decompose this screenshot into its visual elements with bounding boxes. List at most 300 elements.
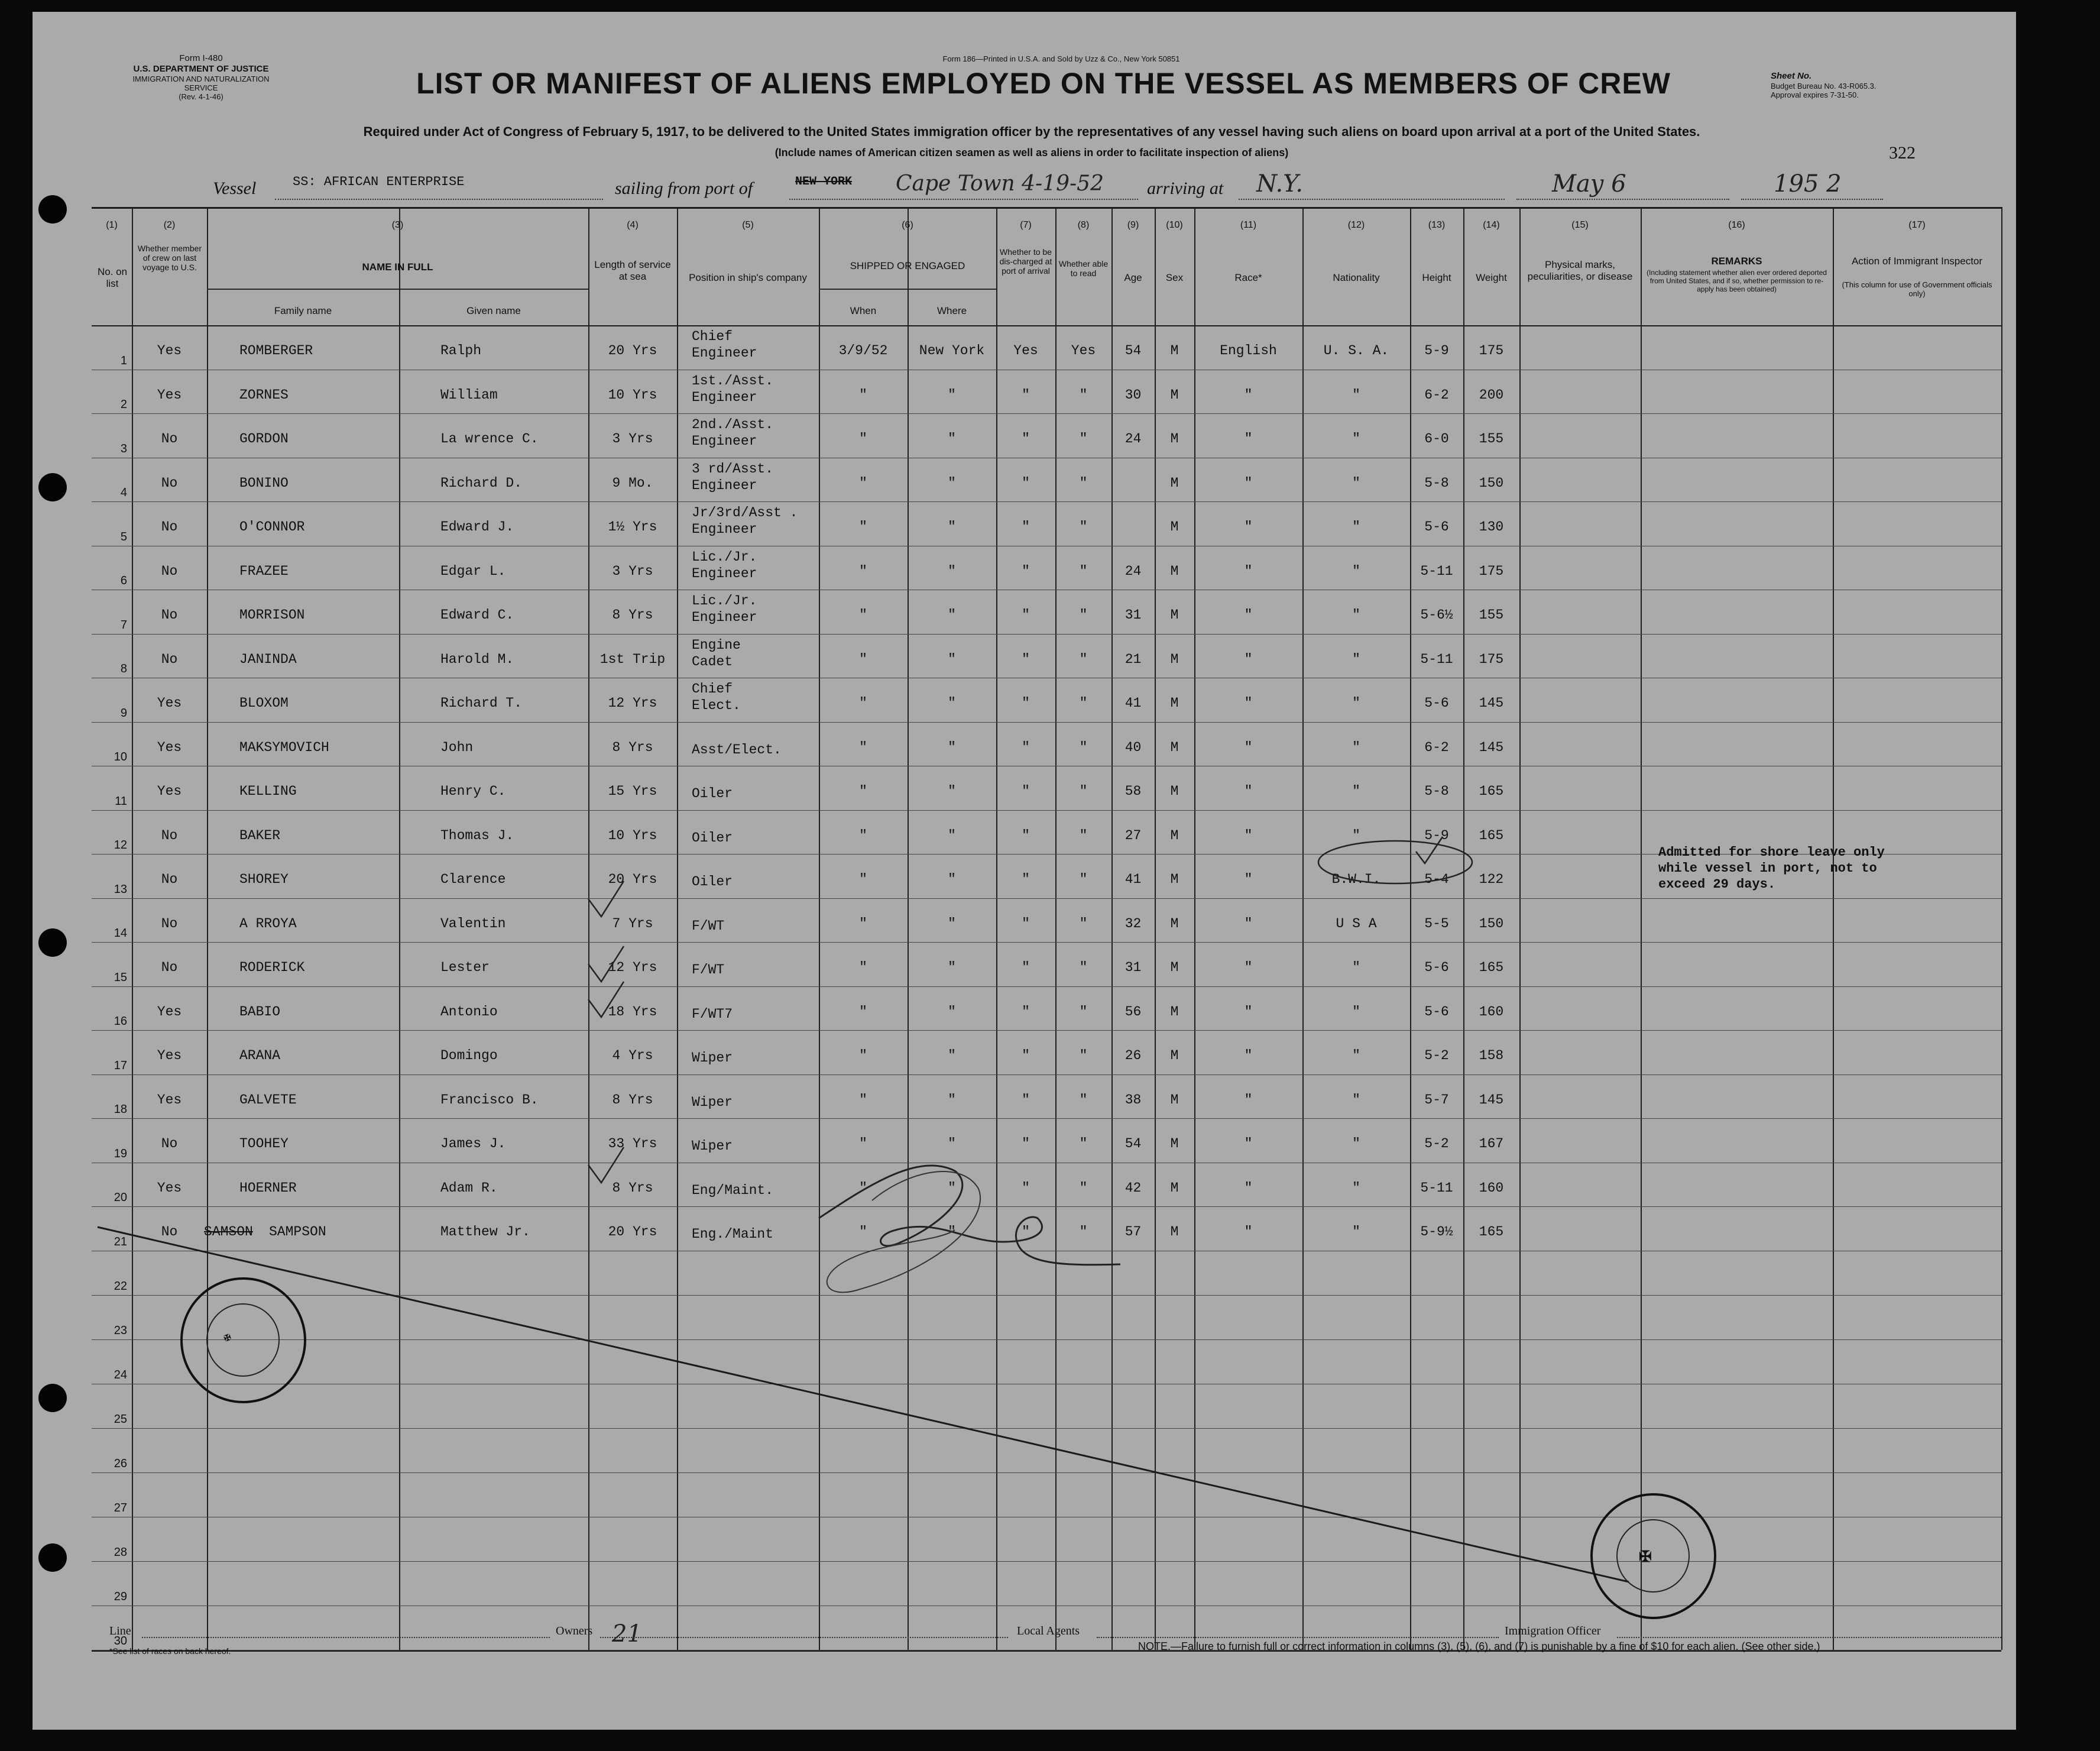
row-number: 28: [114, 1545, 127, 1559]
cell-given: Edward C.: [440, 607, 514, 623]
cell-weight: 167: [1479, 1136, 1504, 1151]
cell-family: GALVETE: [239, 1092, 297, 1108]
cell-last: No: [161, 519, 178, 535]
cell-where: ": [948, 872, 956, 887]
cell-age: 56: [1124, 1004, 1142, 1019]
cell-age: 57: [1124, 1224, 1142, 1239]
cell-when: ": [859, 1048, 867, 1063]
header-remarks: REMARKS: [1711, 255, 1762, 267]
header-nationality: Nationality: [1333, 272, 1380, 283]
cell-age: 26: [1124, 1048, 1142, 1063]
cell-where: ": [948, 1004, 956, 1019]
cell-disch: ": [1022, 827, 1030, 843]
cell-nat: ": [1352, 1224, 1360, 1239]
cell-where: ": [948, 651, 956, 667]
cell-nat: ": [1352, 960, 1360, 975]
cell-family: BAKER: [239, 827, 281, 843]
cell-age: 41: [1124, 695, 1142, 711]
cell-when: ": [859, 519, 867, 535]
row-number: 26: [114, 1457, 127, 1470]
cell-disch: ": [1022, 739, 1030, 755]
row-number: 13: [114, 882, 127, 896]
cell-position-line2: Eng./Maint: [692, 1226, 774, 1242]
cell-family: FRAZEE: [239, 563, 289, 579]
cell-position-line2: Oiler: [692, 874, 733, 889]
col-num-3: (3): [391, 220, 404, 230]
cell-height: 5-6: [1424, 1004, 1449, 1019]
cell-family: KELLING: [239, 784, 297, 799]
cell-when: ": [859, 739, 867, 755]
cell-nat: ": [1352, 475, 1360, 491]
header-age: Age: [1124, 272, 1142, 283]
cell-nat: ": [1352, 695, 1360, 711]
cell-height: 5-6: [1424, 519, 1449, 535]
cell-disch: ": [1022, 431, 1030, 446]
cell-service: 1st Trip: [599, 651, 666, 667]
cell-service: 10 Yrs: [608, 387, 657, 403]
row-number: 2: [120, 398, 127, 411]
cell-disch: ": [1022, 519, 1030, 535]
subtitle: Required under Act of Congress of February 5, 1917, to be delivered to the United States immigration officer by the representatives of any vessel having such aliens on board upon arrival at a port of the United States.: [363, 124, 1700, 139]
cell-where: ": [948, 563, 956, 579]
cell-disch: ": [1022, 872, 1030, 887]
cell-age: 40: [1124, 739, 1142, 755]
cell-disch: ": [1022, 1004, 1030, 1019]
cell-last: Yes: [157, 739, 182, 755]
cell-service: 8 Yrs: [612, 1180, 653, 1196]
cell-position-line2: Engineer: [692, 477, 757, 493]
row-number: 5: [120, 530, 127, 543]
budget-no: Budget Bureau No. 43-R065.3.: [1771, 82, 1877, 90]
cell-nat: ": [1352, 827, 1360, 843]
cell-position-line2: Engineer: [692, 345, 757, 361]
cell-race: ": [1244, 387, 1253, 403]
cell-age: 38: [1124, 1092, 1142, 1108]
cell-service: 10 Yrs: [608, 827, 657, 843]
cell-weight: 122: [1479, 872, 1504, 887]
row-number: 9: [120, 706, 127, 720]
cell-height: 5-9: [1424, 827, 1449, 843]
row-number: 14: [114, 927, 127, 940]
cell-given: Thomas J.: [440, 827, 514, 843]
cell-family: BLOXOM: [239, 695, 289, 711]
row-number: 18: [114, 1103, 127, 1116]
row-number: 16: [114, 1015, 127, 1028]
cell-last: No: [161, 651, 178, 667]
cell-disch: ": [1022, 960, 1030, 975]
signature: [819, 1166, 1120, 1265]
cell-given: Matthew Jr.: [440, 1224, 530, 1239]
cell-family: MORRISON: [239, 607, 305, 623]
cell-sex: M: [1170, 387, 1179, 403]
cell-weight: 165: [1479, 827, 1504, 843]
cell-race: ": [1244, 827, 1253, 843]
cell-family: GORDON: [239, 431, 289, 446]
cell-given: John: [440, 739, 474, 755]
cell-sex: M: [1170, 563, 1179, 579]
cell-race: ": [1244, 1048, 1253, 1063]
cell-weight: 145: [1479, 739, 1504, 755]
cell-nat: ": [1352, 563, 1360, 579]
cell-sex: M: [1170, 475, 1179, 491]
cell-race: ": [1244, 563, 1253, 579]
cell-read: ": [1079, 1092, 1088, 1108]
arriving-label: arriving at: [1147, 179, 1224, 198]
cell-given: Ralph: [440, 343, 482, 358]
cell-sex: M: [1170, 343, 1179, 358]
cell-race: ": [1244, 475, 1253, 491]
cell-height: 5-6: [1424, 960, 1449, 975]
arriving-port: N.Y.: [1256, 170, 1304, 198]
cell-nat: U. S. A.: [1323, 343, 1389, 358]
header-no-on-list: No. on list: [97, 266, 128, 289]
cell-height: 5-2: [1424, 1048, 1449, 1063]
cell-sex: M: [1170, 695, 1179, 711]
cell-nat: ": [1352, 1136, 1360, 1151]
cell-read: ": [1079, 563, 1088, 579]
cell-height: 5-6½: [1420, 607, 1453, 623]
cell-disch: ": [1022, 1224, 1030, 1239]
cell-last: No: [161, 1136, 178, 1151]
col-num-13: (13): [1428, 220, 1446, 230]
header-race: Race*: [1234, 272, 1262, 283]
cell-sex: M: [1170, 915, 1179, 931]
cell-age: 42: [1124, 1180, 1142, 1196]
signature-flourish: [827, 1171, 980, 1292]
cell-weight: 150: [1479, 915, 1504, 931]
cell-when: ": [859, 960, 867, 975]
cell-disch: ": [1022, 1180, 1030, 1196]
cell-read: ": [1079, 784, 1088, 799]
cell-age: 31: [1124, 607, 1142, 623]
race-note: *See list of races on back hereof.: [109, 1646, 231, 1656]
header-inspector-action: Action of Immigrant Inspector: [1851, 255, 1983, 267]
cell-given: Richard D.: [440, 475, 523, 491]
cell-race: ": [1244, 960, 1253, 975]
cell-race: ": [1244, 1224, 1253, 1239]
cell-disch: ": [1022, 475, 1030, 491]
cell-height: 6-2: [1424, 387, 1449, 403]
cell-disch: Yes: [1013, 343, 1038, 358]
cell-read: ": [1079, 651, 1088, 667]
cell-where: ": [948, 1136, 956, 1151]
cell-height: 5-9: [1424, 343, 1449, 358]
cell-height: 5-8: [1424, 475, 1449, 491]
cell-where: ": [948, 607, 956, 623]
row-number: 8: [120, 662, 127, 675]
cell-last: No: [161, 1224, 178, 1239]
struck-family-name: SAMSON: [204, 1224, 253, 1239]
owners-handwritten: 21: [612, 1620, 642, 1648]
cancel-diagonal-line: [98, 1227, 1629, 1582]
cell-position-line2: Cadet: [692, 653, 733, 669]
handwritten-marks: [33, 12, 2016, 1730]
cell-position-line2: Eng/Maint.: [692, 1182, 774, 1198]
header-position: Position in ship's company: [689, 272, 807, 283]
cell-last: Yes: [157, 343, 182, 358]
cell-service: 4 Yrs: [612, 1048, 653, 1063]
manifest-sheet: [33, 12, 2016, 1730]
row-number: 6: [120, 574, 127, 587]
cell-last: No: [161, 915, 178, 931]
cell-race: ": [1244, 1092, 1253, 1108]
cell-where: ": [948, 784, 956, 799]
cell-sex: M: [1170, 739, 1179, 755]
cell-when: ": [859, 1136, 867, 1151]
cell-age: 54: [1124, 343, 1142, 358]
cell-last: Yes: [157, 1180, 182, 1196]
cell-disch: ": [1022, 1092, 1030, 1108]
cell-service: 7 Yrs: [612, 915, 653, 931]
department: U.S. DEPARTMENT OF JUSTICE: [133, 64, 269, 74]
cell-where: ": [948, 827, 956, 843]
stamp-emblem-icon: ✠: [1639, 1548, 1652, 1565]
cell-nat: ": [1352, 387, 1360, 403]
sailing-label: sailing from port of: [615, 179, 753, 198]
row-number: 30: [114, 1635, 127, 1648]
cell-given: Valentin: [440, 915, 506, 931]
cell-given: Edgar L.: [440, 563, 506, 579]
cell-service: 33 Yrs: [608, 1136, 657, 1151]
cell-family: HOERNER: [239, 1180, 297, 1196]
cell-read: ": [1079, 915, 1088, 931]
cell-weight: 155: [1479, 607, 1504, 623]
cell-when: ": [859, 1180, 867, 1196]
consulate-stamp-right: [1590, 1493, 1716, 1619]
service: IMMIGRATION AND NATURALIZATION SERVICE: [132, 75, 270, 92]
row-number: 4: [120, 486, 127, 499]
cell-read: ": [1079, 695, 1088, 711]
cell-weight: 158: [1479, 1048, 1504, 1063]
cell-sex: M: [1170, 1224, 1179, 1239]
col-num-9: (9): [1127, 220, 1139, 230]
cell-given: La wrence C.: [440, 431, 539, 446]
row-number: 17: [114, 1059, 127, 1072]
vessel-label: Vessel: [213, 179, 257, 198]
row-number: 29: [114, 1590, 127, 1603]
row-number: 20: [114, 1191, 127, 1204]
cell-weight: 165: [1479, 1224, 1504, 1239]
cell-service: 12 Yrs: [608, 695, 657, 711]
cell-position-line2: Engineer: [692, 433, 757, 449]
cell-when: ": [859, 1092, 867, 1108]
cell-when: ": [859, 607, 867, 623]
cell-where: ": [948, 1224, 956, 1239]
cell-when: ": [859, 431, 867, 446]
cell-age: 31: [1124, 960, 1142, 975]
row-number: 27: [114, 1501, 127, 1514]
header-remarks-note: (Including statement whether alien ever ordered deported from United States, and if so, whether permission to re-apply has been obtained): [1647, 268, 1827, 293]
cell-age: 24: [1124, 563, 1142, 579]
header-name: NAME IN FULL: [362, 261, 433, 273]
cell-race: ": [1244, 1136, 1253, 1151]
cell-disch: ": [1022, 1048, 1030, 1063]
cell-service: 3 Yrs: [612, 431, 653, 446]
row-number: 24: [114, 1368, 127, 1381]
cell-service: 20 Yrs: [608, 343, 657, 358]
cell-service: 1½ Yrs: [608, 519, 657, 535]
cell-position-line1: 1st./Asst.: [692, 373, 774, 389]
cell-service: 3 Yrs: [612, 563, 653, 579]
cell-height: 5-11: [1420, 563, 1453, 579]
cell-weight: 165: [1479, 784, 1504, 799]
cell-last: Yes: [157, 1048, 182, 1063]
remark-line: exceed 29 days.: [1658, 877, 1776, 892]
cell-disch: ": [1022, 607, 1030, 623]
header-last-voyage: Whether member of crew on last voyage to U.S.: [137, 244, 202, 272]
cell-last: No: [161, 607, 178, 623]
cell-position-line2: F/WT7: [692, 1006, 733, 1022]
cell-service: 20 Yrs: [608, 1224, 657, 1239]
cell-disch: ": [1022, 563, 1030, 579]
cell-family: JANINDA: [239, 651, 297, 667]
header-service: Length of service at sea: [594, 259, 671, 282]
cell-age: 30: [1124, 387, 1142, 403]
cell-nat: ": [1352, 784, 1360, 799]
cell-where: ": [948, 475, 956, 491]
fine-note: NOTE.—Failure to furnish full or correct information in columns (3), (5), (6), and (7) is punishable by a fine of $10 for each alien. (See other side.): [1138, 1640, 1820, 1652]
header-inspector-note: (This column for use of Government officials only): [1842, 280, 1992, 298]
cell-race: English: [1220, 343, 1277, 358]
cell-nat: ": [1352, 651, 1360, 667]
header-weight: Weight: [1476, 272, 1507, 283]
cell-where: New York: [919, 343, 985, 358]
cell-nat: ": [1352, 739, 1360, 755]
cell-family: ARANA: [239, 1048, 281, 1063]
cell-age: 32: [1124, 915, 1142, 931]
cell-service: 18 Yrs: [608, 1004, 657, 1019]
cell-race: ": [1244, 431, 1253, 446]
cell-given: Richard T.: [440, 695, 523, 711]
cell-read: Yes: [1071, 343, 1096, 358]
header-sex: Sex: [1165, 272, 1184, 283]
cell-read: ": [1079, 431, 1088, 446]
cell-family: RODERICK: [239, 960, 305, 975]
check-marks: [588, 837, 1443, 1183]
cell-position-line2: Engineer: [692, 389, 757, 405]
cell-position-line2: Oiler: [692, 786, 733, 801]
cell-last: Yes: [157, 784, 182, 799]
cell-service: 9 Mo.: [612, 475, 653, 491]
header-where: Where: [936, 305, 967, 316]
cell-age: 58: [1124, 784, 1142, 799]
col-num-12: (12): [1347, 220, 1365, 230]
cell-family: SAMPSON: [269, 1224, 326, 1239]
cell-where: ": [948, 431, 956, 446]
cell-sex: M: [1170, 1004, 1179, 1019]
cell-weight: 175: [1479, 563, 1504, 579]
cell-given: Francisco B.: [440, 1092, 539, 1108]
cell-read: ": [1079, 387, 1088, 403]
cell-weight: 160: [1479, 1180, 1504, 1196]
cell-age: 27: [1124, 827, 1142, 843]
cell-last: Yes: [157, 1092, 182, 1108]
revision: (Rev. 4-1-46): [179, 92, 223, 101]
cell-position-line2: Oiler: [692, 830, 733, 846]
row-number: 15: [114, 970, 127, 984]
cell-last: No: [161, 475, 178, 491]
cell-height: 5-11: [1420, 651, 1453, 667]
arrival-year: 195 2: [1774, 170, 1842, 198]
printer-line: Form 186—Printed in U.S.A. and Sold by Uzz & Co., New York 50851: [942, 54, 1180, 63]
cell-last: No: [161, 827, 178, 843]
consulate-stamp-left: [180, 1277, 306, 1403]
cell-position-line1: Lic./Jr.: [692, 549, 757, 565]
cell-last: No: [161, 563, 178, 579]
cell-race: ": [1244, 915, 1253, 931]
row-number: 12: [114, 839, 127, 852]
cell-given: James J.: [440, 1136, 506, 1151]
cell-sex: M: [1170, 784, 1179, 799]
cell-weight: 145: [1479, 695, 1504, 711]
cell-age: 54: [1124, 1136, 1142, 1151]
cell-age: 24: [1124, 431, 1142, 446]
cell-read: ": [1079, 519, 1088, 535]
cell-disch: ": [1022, 915, 1030, 931]
header-shipped: SHIPPED OR ENGAGED: [850, 260, 965, 271]
cell-family: A RROYA: [239, 915, 297, 931]
col-num-6: (6): [902, 220, 913, 230]
cell-where: ": [948, 387, 956, 403]
cell-family: BABIO: [239, 1004, 281, 1019]
cell-race: ": [1244, 651, 1253, 667]
cell-family: BONINO: [239, 475, 289, 491]
stamp-emblem-icon: ✠: [222, 1332, 232, 1344]
page-number: 322: [1889, 143, 1916, 163]
cell-when: ": [859, 872, 867, 887]
cell-last: Yes: [157, 695, 182, 711]
col-num-2: (2): [163, 220, 176, 230]
cell-family: ROMBERGER: [239, 343, 313, 358]
row-number: 7: [120, 618, 127, 632]
cell-read: ": [1079, 872, 1088, 887]
cell-when: ": [859, 827, 867, 843]
vessel-name: SS: AFRICAN ENTERPRISE: [293, 174, 465, 189]
cell-read: ": [1079, 1180, 1088, 1196]
cell-service: 20 Yrs: [608, 872, 657, 887]
header-given-name: Given name: [466, 305, 521, 316]
cell-where: ": [948, 519, 956, 535]
cell-read: ": [1079, 960, 1088, 975]
cell-race: ": [1244, 739, 1253, 755]
cell-position-line2: Asst/Elect.: [692, 742, 782, 758]
cell-height: 5-11: [1420, 1180, 1453, 1196]
cell-disch: ": [1022, 651, 1030, 667]
header-height: Height: [1422, 272, 1451, 283]
cell-read: ": [1079, 1004, 1088, 1019]
cell-family: O'CONNOR: [239, 519, 305, 535]
cell-height: 5-9½: [1420, 1224, 1453, 1239]
cell-when: ": [859, 1224, 867, 1239]
cell-position-line1: Engine: [692, 637, 741, 653]
owners-label: Owners: [556, 1624, 593, 1637]
cell-position-line2: Engineer: [692, 610, 757, 625]
subtitle-note: (Include names of American citizen seamen as well as aliens in order to facilitate inspection of aliens): [774, 147, 1289, 158]
cell-position-line2: Wiper: [692, 1050, 733, 1066]
cell-family: MAKSYMOVICH: [239, 739, 329, 755]
cell-where: ": [948, 960, 956, 975]
row-number: 23: [114, 1323, 127, 1337]
cell-weight: 200: [1479, 387, 1504, 403]
cell-position-line1: 3 rd/Asst.: [692, 461, 774, 477]
cell-when: ": [859, 784, 867, 799]
col-num-1: (1): [106, 220, 118, 230]
cell-read: ": [1079, 1224, 1088, 1239]
cell-race: ": [1244, 784, 1253, 799]
cell-nat: ": [1352, 607, 1360, 623]
col-num-4: (4): [627, 220, 639, 230]
remark-line: while vessel in port, not to: [1658, 861, 1877, 876]
